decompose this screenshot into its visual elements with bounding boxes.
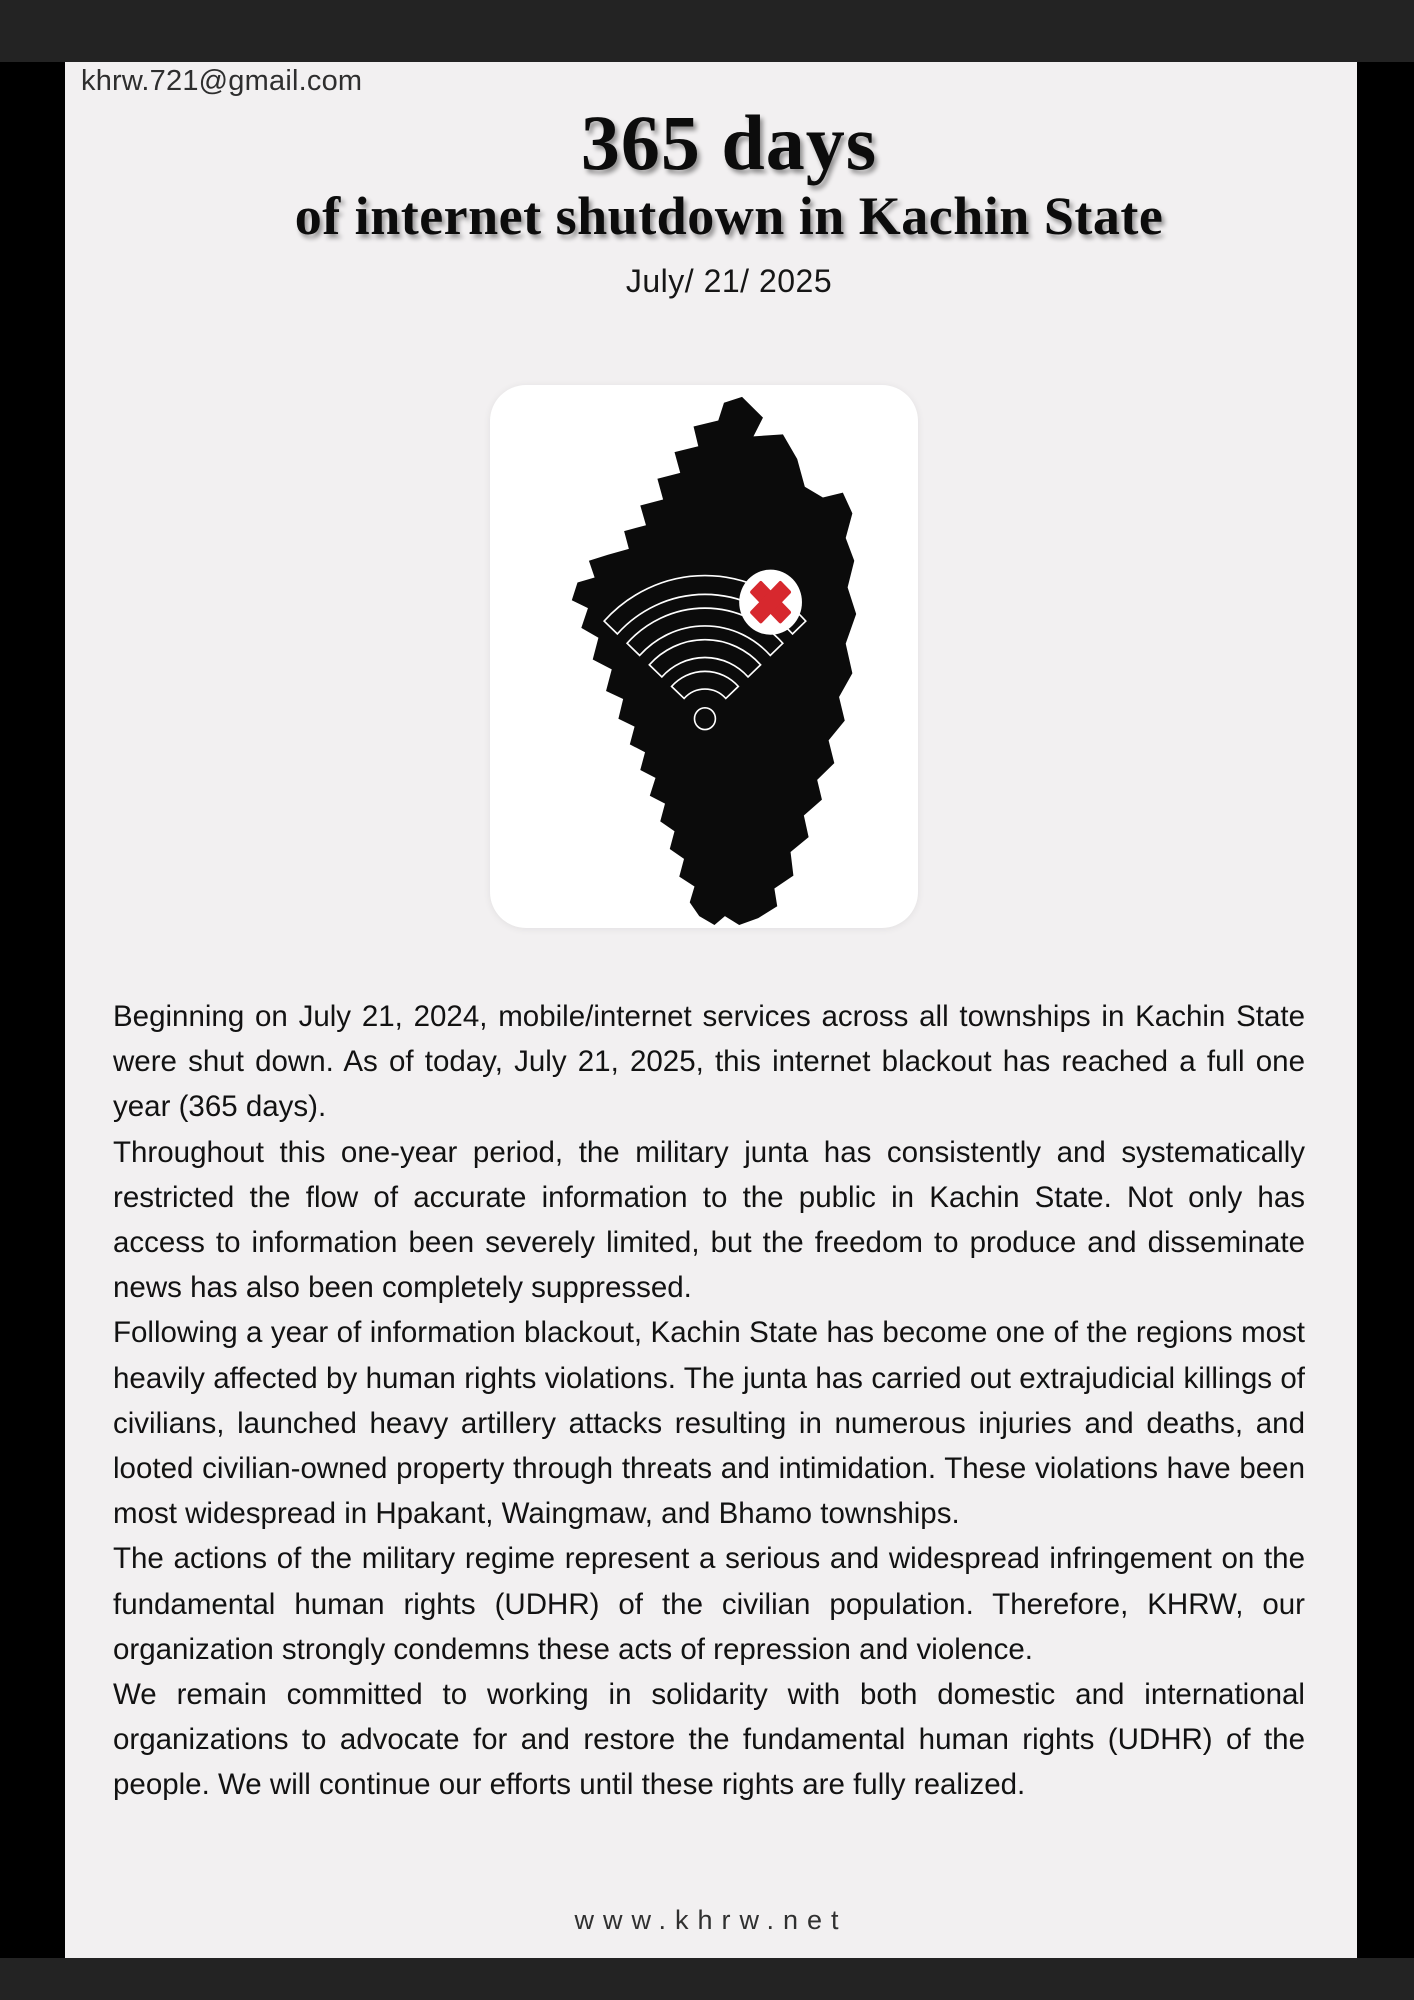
no-connection-x-badge	[739, 570, 802, 635]
paragraph-3: Following a year of information blackout, Kachin State has become one of the regions most heavily affected by human rights violations. The junta has carried out extrajudicial killings of civilians, launched heavy artillery attacks resulting in numerous injuries and deaths, and looted civilian-owned property through threats and intimidation. These violations have been most widespread in Hpakant, Waingmaw, and Bhamo townships.	[113, 1316, 1305, 1531]
page-title: 365 days	[580, 99, 878, 186]
frame-top-band	[0, 0, 1414, 62]
paragraph-4: The actions of the military regime represent a serious and widespread infringement on the fundamental human rights (UDHR) of the civilian population. Therefore, KHRW, our organization strongly condemns these acts of repression and violence.	[113, 1542, 1305, 1666]
statement-body	[113, 994, 1305, 1808]
frame-bottom-band	[0, 1958, 1414, 2000]
frame-left-strip	[0, 62, 65, 1958]
kachin-state-map-silhouette	[572, 397, 856, 925]
statement-page	[65, 62, 1357, 1958]
paragraph-2: Throughout this one-year period, the military junta has consistently and systematically restricted the flow of accurate information to the public in Kachin State. Not only has access to information been severely limited, but the freedom to produce and disseminate news has also been completely suppressed.	[113, 1135, 1305, 1305]
statement-date: July/ 21/ 2025	[625, 262, 833, 299]
internet-shutdown-graphic	[490, 385, 918, 928]
paragraph-5: We remain committed to working in solidarity with both domestic and international organizations to advocate for and restore the fundamental human rights (UDHR) of the people. We will continue our efforts until these rights are fully realized.	[113, 1678, 1305, 1802]
paragraph-1: Beginning on July 21, 2024, mobile/internet services across all townships in Kachin State were shut down. As of today, July 21, 2025, this internet blackout has reached a full one year (365 days).	[113, 1000, 1305, 1124]
page-subtitle: of internet shutdown in Kachin State	[294, 186, 1164, 246]
header-block	[65, 99, 1357, 300]
kachin-map-card	[490, 385, 918, 928]
frame-right-strip	[1357, 62, 1414, 1958]
contact-email: khrw.721@gmail.com	[81, 65, 363, 97]
website-url: www.khrw.net	[574, 1905, 848, 1935]
